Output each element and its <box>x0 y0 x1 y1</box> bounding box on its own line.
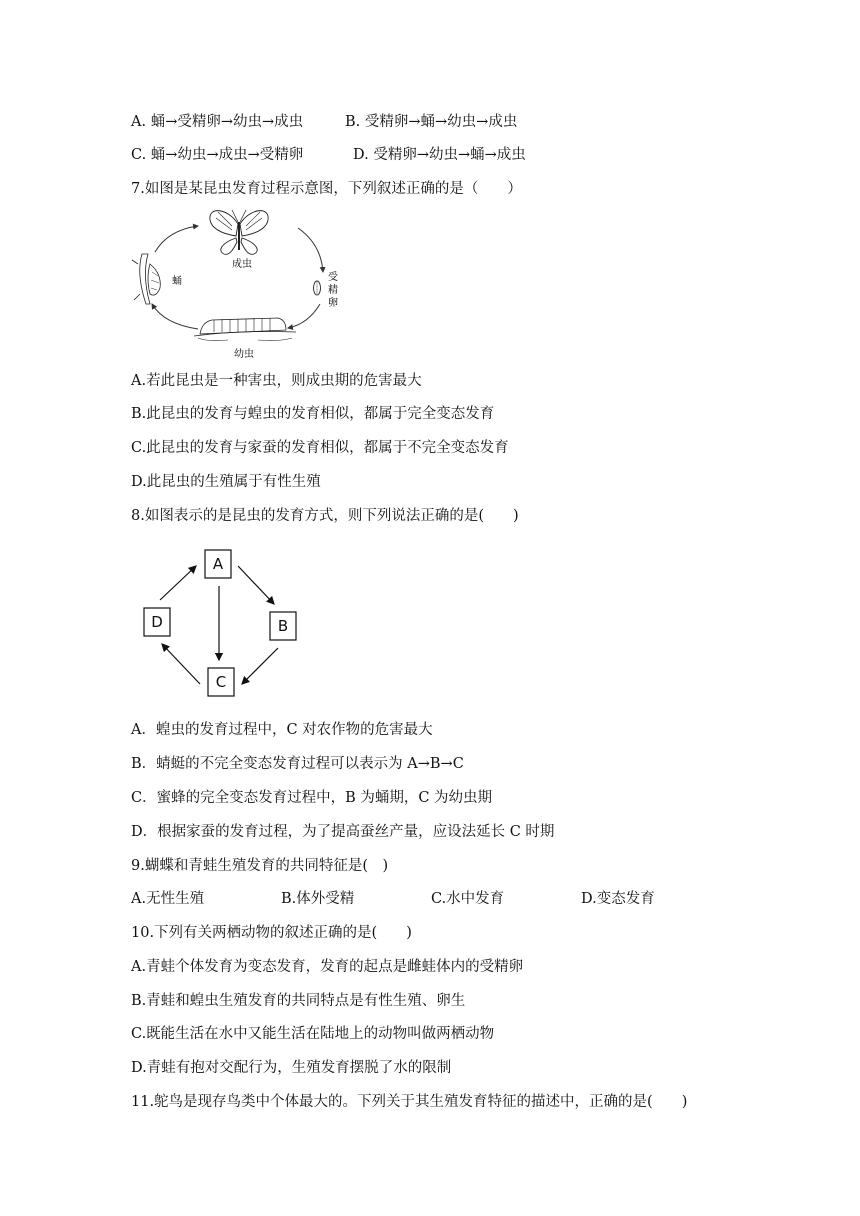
arrow-d-to-a <box>160 566 196 600</box>
q10-option-a: A.青蛙个体发育为变态发育，发育的起点是雌蛙体内的受精卵 <box>131 959 524 975</box>
pupa-label: 蛹 <box>172 276 182 287</box>
q6-option-b: B. 受精卵→蛹→幼虫→成虫 <box>345 114 518 130</box>
q8-option-a: A．蝗虫的发育过程中，C 对农作物的危害最大 <box>131 722 433 738</box>
q8-option-d: D．根据家蚕的发育过程，为了提高蚕丝产量，应设法延长 C 时期 <box>131 824 555 840</box>
arrow-larva-to-pupa <box>152 304 198 329</box>
q9-option-b: B.体外受精 <box>281 891 355 907</box>
q7-option-b: B.此昆虫的发育与蝗虫的发育相似，都属于完全变态发育 <box>131 406 495 422</box>
q8-option-c: C．蜜蜂的完全变态发育过程中，B 为蛹期，C 为幼虫期 <box>131 790 493 806</box>
adult-label: 成虫 <box>232 259 252 270</box>
q7-option-a: A.若此昆虫是一种害虫，则成虫期的危害最大 <box>131 373 422 389</box>
q10-option-b: B.青蛙和蝗虫生殖发育的共同特点是有性生殖、卵生 <box>131 993 466 1009</box>
q7-stem: 7.如图是某昆虫发育过程示意图，下列叙述正确的是（ ） <box>131 181 522 197</box>
box-a-label: A <box>212 555 224 573</box>
q9-option-c: C.水中发育 <box>431 891 505 907</box>
q7-option-c: C.此昆虫的发育与家蚕的发育相似，都属于不完全变态发育 <box>131 440 509 456</box>
q8-development-diagram <box>136 544 316 704</box>
arrow-c-to-d <box>162 644 200 684</box>
q7-insect-lifecycle-figure <box>128 204 348 362</box>
egg-label-2: 精 <box>328 285 338 296</box>
larva-label: 幼虫 <box>234 349 254 360</box>
q6-option-d: D. 受精卵→幼虫→蛹→成虫 <box>353 147 526 163</box>
q10-option-c: C.既能生活在水中又能生活在陆地上的动物叫做两栖动物 <box>131 1026 495 1042</box>
box-c-label: C <box>215 673 227 691</box>
arrow-pupa-to-adult <box>155 226 198 252</box>
butterfly-icon <box>210 210 268 254</box>
pupa-icon <box>132 254 160 304</box>
caterpillar-icon <box>194 318 296 341</box>
q7-option-d: D.此昆虫的生殖属于有性生殖 <box>131 474 321 490</box>
q9-stem: 9.蝴蝶和青蛙生殖发育的共同特征是( ) <box>131 858 389 874</box>
q8-option-b: B．蜻蜓的不完全变态发育过程可以表示为 A→B→C <box>131 756 464 772</box>
q8-stem: 8.如图表示的是昆虫的发育方式，则下列说法正确的是( ) <box>131 508 519 524</box>
q6-option-c: C. 蛹→幼虫→成虫→受精卵 <box>131 147 304 163</box>
q9-option-d: D.变态发育 <box>581 891 655 907</box>
box-b-label: B <box>277 617 289 635</box>
arrow-adult-to-egg <box>298 228 323 272</box>
q10-option-d: D.青蛙有抱对交配行为，生殖发育摆脱了水的限制 <box>131 1060 452 1076</box>
arrow-b-to-c <box>242 648 278 684</box>
box-d-label: D <box>151 613 163 631</box>
q9-option-a: A.无性生殖 <box>131 891 205 907</box>
q6-option-a: A. 蛹→受精卵→幼虫→成虫 <box>131 114 304 130</box>
arrow-egg-to-larva <box>288 304 320 328</box>
arrow-a-to-b <box>238 566 274 604</box>
egg-label-3: 卵 <box>328 298 338 309</box>
egg-label-1: 受 <box>328 272 338 283</box>
q11-stem: 11.鸵鸟是现存鸟类中个体最大的。下列关于其生殖发育特征的描述中，正确的是( ) <box>131 1094 688 1110</box>
q10-stem: 10.下列有关两栖动物的叙述正确的是( ) <box>131 925 412 941</box>
